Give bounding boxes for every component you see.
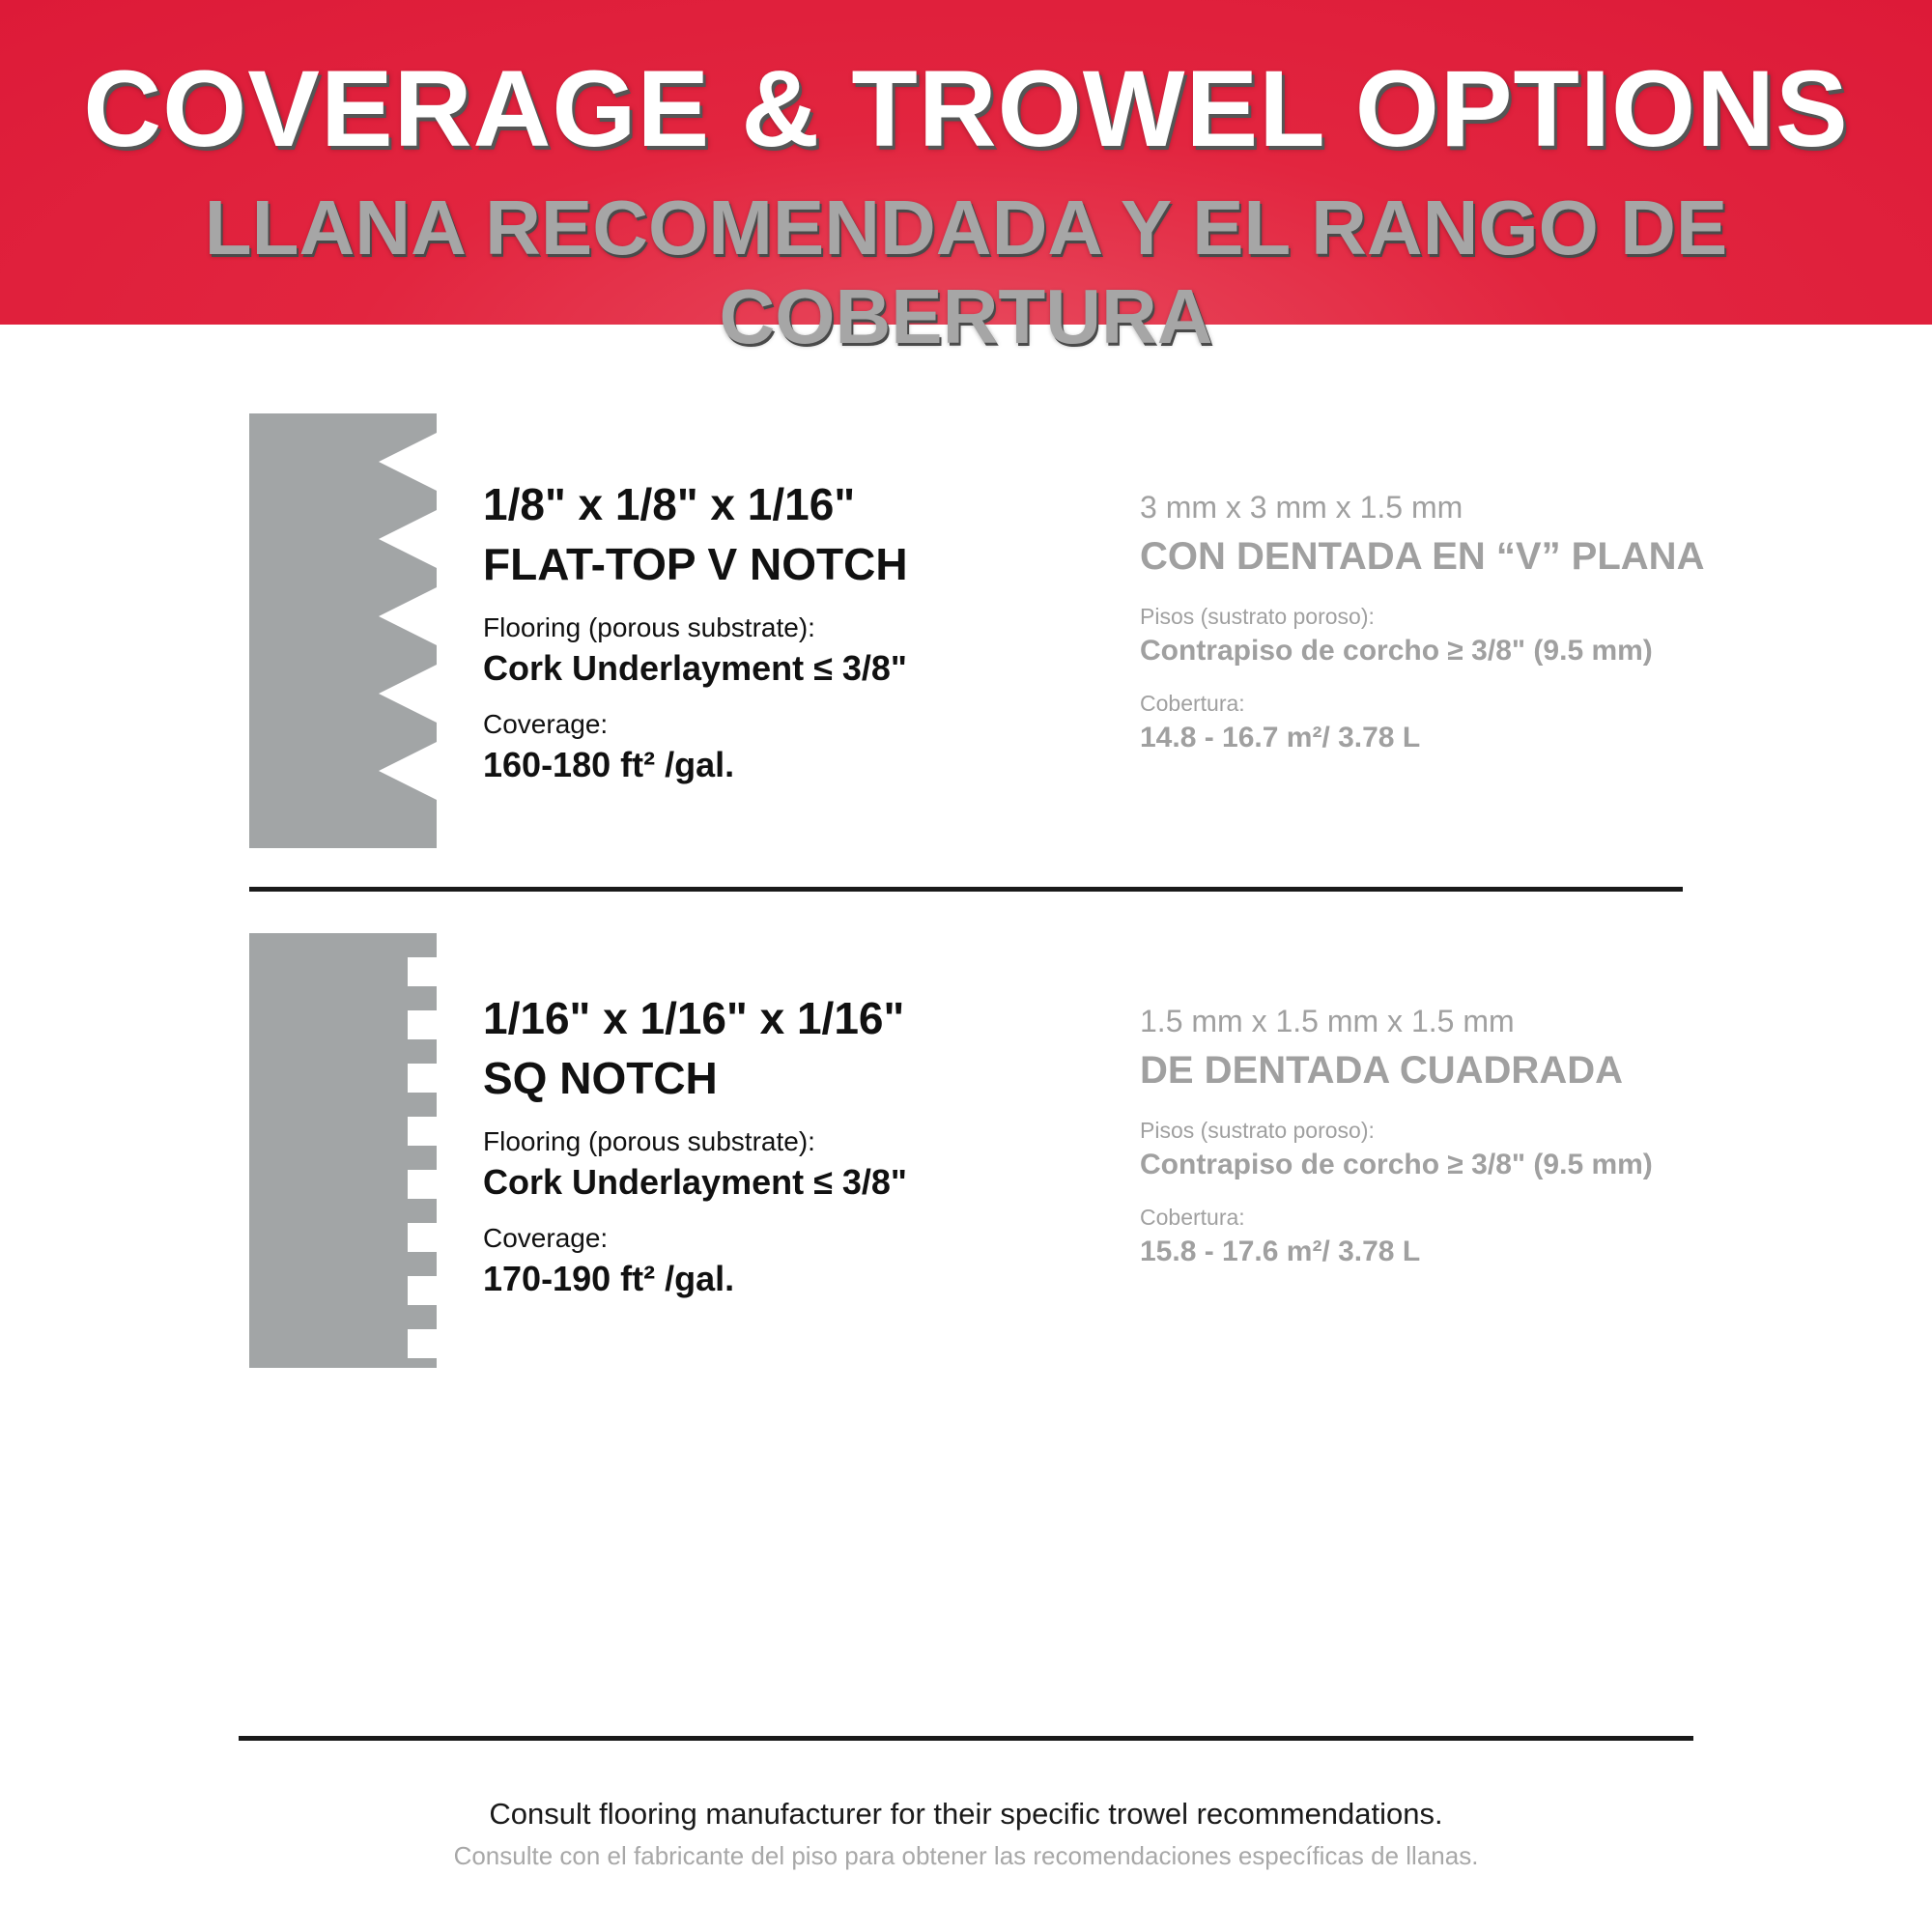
page-subtitle: LLANA RECOMENDADA Y EL RANGO DE COBERTURA bbox=[204, 185, 1728, 359]
flooring-label: Flooring (porous substrate): bbox=[483, 612, 815, 642]
trowel-name: SQ NOTCH bbox=[483, 1053, 718, 1103]
footer-divider bbox=[239, 1736, 1693, 1741]
square-notch-trowel-icon bbox=[249, 933, 437, 1368]
trowel-2-english bbox=[483, 989, 1101, 1302]
footer-note: Consult flooring manufacturer for their specific trowel recommendations. bbox=[489, 1797, 1443, 1831]
footer-note-es: Consulte con el fabricante del piso para obtener las recomendaciones específicas de llanas. bbox=[453, 1841, 1479, 1870]
trowel-1-spanish bbox=[1140, 485, 1758, 757]
coverage-label-es: Cobertura: bbox=[1140, 1205, 1245, 1230]
flooring-value: Cork Underlayment ≤ 3/8" bbox=[483, 1162, 907, 1202]
header-banner bbox=[0, 0, 1932, 359]
trowel-size: 1/16" x 1/16" x 1/16" bbox=[483, 993, 905, 1043]
trowel-name-es: CON DENTADA EN “V” PLANA bbox=[1140, 535, 1705, 578]
coverage-value-es: 14.8 - 16.7 m²/ 3.78 L bbox=[1140, 722, 1421, 753]
flooring-value-es: Contrapiso de corcho ≥ 3/8" (9.5 mm) bbox=[1140, 635, 1653, 667]
flooring-value: Cork Underlayment ≤ 3/8" bbox=[483, 648, 907, 688]
trowel-name-es: DE DENTADA CUADRADA bbox=[1140, 1049, 1623, 1092]
page-title: COVERAGE & TROWEL OPTIONS bbox=[83, 48, 1849, 169]
section-divider bbox=[249, 887, 1683, 892]
trowel-name: FLAT-TOP V NOTCH bbox=[483, 539, 908, 589]
coverage-value: 160-180 ft² /gal. bbox=[483, 745, 735, 784]
trowel-1-english bbox=[483, 475, 1101, 788]
v-notch-trowel-icon bbox=[249, 413, 437, 848]
flooring-value-es: Contrapiso de corcho ≥ 3/8" (9.5 mm) bbox=[1140, 1149, 1653, 1180]
flooring-label-es: Pisos (sustrato poroso): bbox=[1140, 604, 1375, 629]
flooring-label: Flooring (porous substrate): bbox=[483, 1126, 815, 1156]
trowel-size-es: 1.5 mm x 1.5 mm x 1.5 mm bbox=[1140, 1004, 1515, 1038]
coverage-value-es: 15.8 - 17.6 m²/ 3.78 L bbox=[1140, 1236, 1421, 1267]
flooring-label-es: Pisos (sustrato poroso): bbox=[1140, 1118, 1375, 1143]
coverage-label: Coverage: bbox=[483, 709, 609, 739]
coverage-label-es: Cobertura: bbox=[1140, 691, 1245, 716]
trowel-size-es: 3 mm x 3 mm x 1.5 mm bbox=[1140, 490, 1463, 525]
coverage-value: 170-190 ft² /gal. bbox=[483, 1259, 735, 1298]
trowel-size: 1/8" x 1/8" x 1/16" bbox=[483, 479, 856, 529]
coverage-label: Coverage: bbox=[483, 1223, 609, 1253]
trowel-2-spanish bbox=[1140, 999, 1758, 1271]
